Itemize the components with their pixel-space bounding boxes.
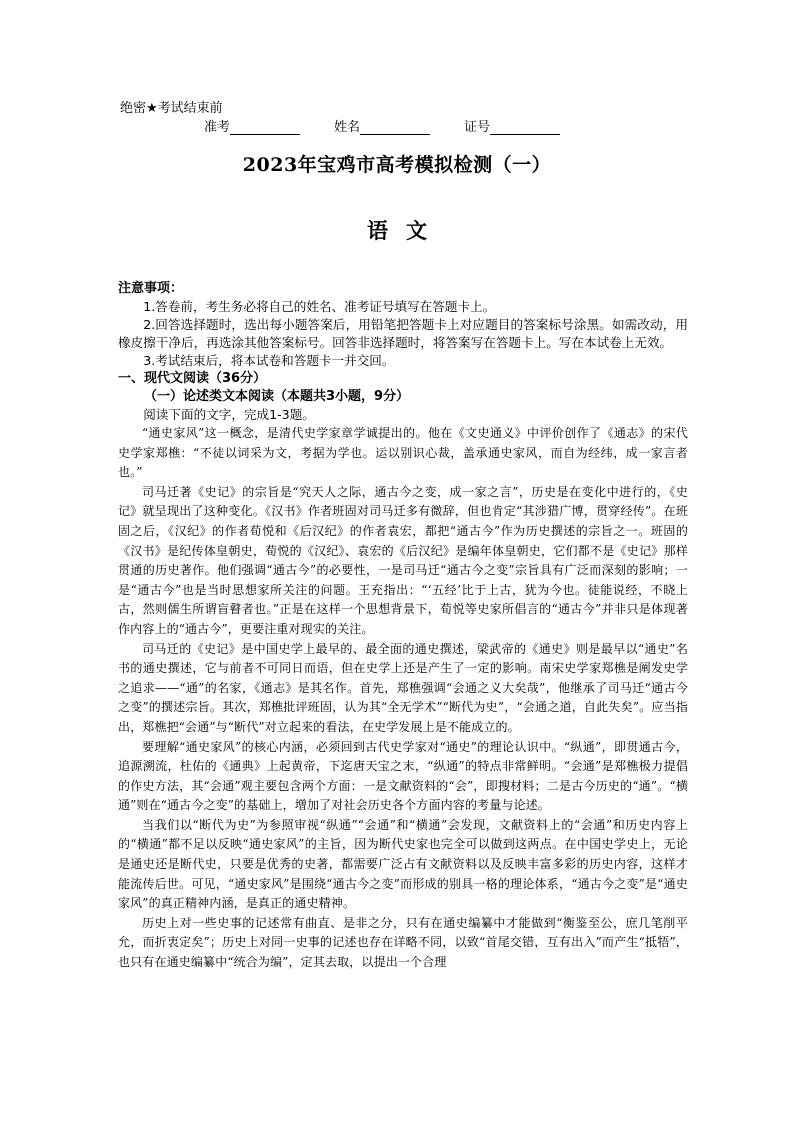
name-blank[interactable] xyxy=(360,121,430,135)
notes-heading: 注意事项： xyxy=(118,281,184,296)
exam-number-label: 准考 xyxy=(204,120,231,135)
subsection-heading: （一）论述类文本阅读（本题共3小题，9分） xyxy=(144,389,410,404)
candidate-info-line xyxy=(204,116,594,135)
id-number-field[interactable] xyxy=(464,116,560,135)
name-field[interactable] xyxy=(334,116,430,135)
section-heading: 一、现代文阅读（36分） xyxy=(118,371,267,386)
note-item: 3.考试结束后，将本试卷和答题卡一并交回。 xyxy=(143,353,395,368)
passage-paragraph: 要理解“通史家风”的核心内涵，必须回到古代史学家对“通史”的理论认识中。“纵通”，即贯通古今，追源溯流，杜佑的《通典》上起黄帝，下迄唐天宝之末，“纵通”的特点非常鲜明。“会通”是郑樵极力提倡的作史方法，其“会通”观主要包含两个方面：一是文献资料的“会”，即搜材料；二是古今历史的“通”。“横通”则在“通古今之变”的基础上，增加了对社会历史各个方面内容的考量与论述。 xyxy=(118,739,688,813)
name-label: 姓名 xyxy=(334,120,361,135)
exam-title: 2023年宝鸡市高考模拟检测（一） xyxy=(242,154,552,176)
reading-instruction: 阅读下面的文字，完成1-3题。 xyxy=(143,407,315,422)
passage-paragraph: 司马迁的《史记》是中国史学上最早的、最全面的通史撰述，梁武帝的《通史》则是最早以“通史”名书的通史撰述，它与前者不可同日而语，但在史学上还是产生了一定的影响。南宋史学家郑樵是阐发史学之追求——“通”的名家，《通志》是其名作。首先，郑樵强调“会通之义大矣哉”，他继承了司马迁“通古今之变”的撰述宗旨。其次，郑樵批评班固，认为其“全无学术”“断代为史”，“会通之道，自此失矣”。应当指出，郑樵把“会通”与“断代”对立起来的看法，在史学发展上是不能成立的。 xyxy=(118,641,688,734)
passage-paragraph: 当我们以“断代为史”为参照审视“纵通”“会通”和“横通”会发现，文献资料上的“会通”和历史内容上的“横通”都不足以反映“通史家风”的主旨，因为断代史家也完全可以做到这两点。在中国史学史上，无论是通史还是断代史，只要是优秀的史著，都需要广泛占有文献资料以及反映丰富多彩的历史内容，这样才能流传后世。可见，“通史家风”是围绕“通古今之变”而形成的别具一格的理论体系，“通古今之变”是“通史家风”的真正精神内涵，是真正的通史精神。 xyxy=(118,817,688,911)
passage-paragraph: 历史上对一些史事的记述常有曲直、是非之分，只有在通史编纂中才能做到“衡鉴至公，庶几笔削平允，而折衷定矣”；历史上对同一史事的记述也存在详略不同，以致“首尾交错，互有出入”而产生“抵牾”，也只有在通史编纂中“统合为编”，定其去取，以提出一个合理 xyxy=(118,915,688,970)
exam-content xyxy=(118,280,688,973)
exam-number-field[interactable] xyxy=(204,116,300,135)
exam-number-blank[interactable] xyxy=(230,121,300,135)
note-item: 1.答卷前，考生务必将自己的姓名、准考证号填写在答题卡上。 xyxy=(143,299,496,314)
passage-paragraph: “通史家风”这一概念，是清代史学家章学诚提出的。他在《文史通义》中评价创作了《通志》的宋代史学家郑樵：“不徒以词采为文，考据为学也。运以别识心裁，盖承通史家风，而自为经纬，成一家言者也。” xyxy=(118,426,688,480)
passage-paragraph: 司马迁著《史记》的宗旨是“究天人之际，通古今之变，成一家之言”，历史是在变化中进行的，《史记》就呈现出了这种变化。《汉书》作者班固对司马迁多有微辞，但也肯定“其涉猎广博，贯穿经传”。在班固之后，《汉纪》的作者荀悦和《后汉纪》的作者袁宏，都把“通古今”作为历史撰述的宗旨之一。班固的《汉书》是纪传体皇朝史，荀悦的《汉纪》、袁宏的《后汉纪》是编年体皇朝史，它们都不是《史记》那样贯通的历史著作。他们强调“通古今”的必要性，一是司马迁“通古今之变”宗旨具有广泛而深刻的影响；一是“通古今”也是当时思想家所关注的问题。王充指出：“‘五经’比于上古，犹为今也。徒能说经，不晓上古，然则儒生所谓盲瞽者也。”正是在这样一个思想背景下，荀悦等史家所倡言的“通古今”并非只是体现著作内容上的“通古今”，更要注重对现实的关注。 xyxy=(118,484,688,636)
subject-title: 语文 xyxy=(367,218,445,243)
confidential-label: 绝密★考试结束前 xyxy=(120,101,223,116)
note-item: 2.回答选择题时，选出每小题答案后，用铅笔把答题卡上对应题目的答案标号涂黑。如需改动，用橡皮擦干净后，再选涂其他答案标号。回答非选择题时，将答案写在答题卡上。写在本试卷上无效。 xyxy=(118,317,688,350)
id-number-label: 证号 xyxy=(464,120,491,135)
id-number-blank[interactable] xyxy=(490,121,560,135)
